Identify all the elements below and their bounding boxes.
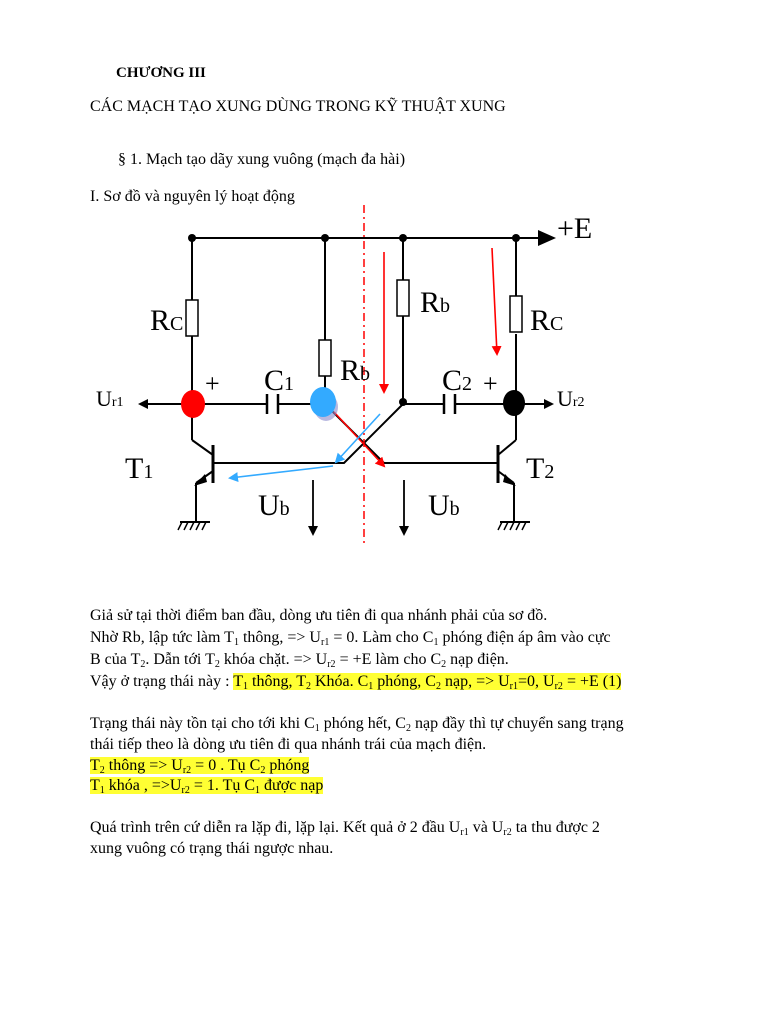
t1-label: T1: [125, 452, 154, 485]
paragraph-3-line-2: xung vuông có trạng thái ngược nhau.: [90, 840, 334, 857]
blue-current-arrows: [230, 414, 380, 478]
resistor-rb1: [319, 340, 331, 376]
state-2-highlight-a: $T_2$ thông => $U_{r2} = 0$ . Tụ $C_2$ phóng: [90, 757, 310, 776]
node-dot-base: [310, 387, 336, 417]
paragraph-2-line-3: [90, 756, 309, 776]
c1-label: C1: [264, 364, 295, 397]
ub-left-label: Ub: [258, 489, 290, 522]
t2-emitter-arrow: [503, 474, 516, 486]
chapter-heading: CHƯƠNG III: [116, 65, 206, 81]
paragraph-3-line-1: Quá trình trên cứ diễn ra lặp đi, lặp lại. Kết quả ở 2 đầu $U_{r1}$ và $U_{r2}$ ta thu được 2: [90, 819, 600, 838]
node-dot-ur2: [503, 390, 525, 416]
rb2-label: Rb: [420, 286, 451, 319]
paragraph-1-line-1: Giả sử tại thời điểm ban đầu, dòng ưu tiên đi qua nhánh phải của sơ đồ.: [90, 607, 548, 624]
paragraph-2-line-1: Trạng thái này tồn tại cho tới khi $C_1$ phóng hết, $C_2$ nạp đầy thì tự chuyển sang trạng: [90, 715, 624, 734]
capacitor-c2: [444, 394, 455, 414]
capacitor-c1: [267, 394, 278, 414]
paragraph-2-line-2: thái tiếp theo là dòng ưu tiên đi qua nhánh trái của mạch điện.: [90, 736, 487, 753]
section-heading: § 1. Mạch tạo dãy xung vuông (mạch đa hài): [118, 151, 406, 168]
ground-right: [498, 522, 530, 530]
resistor-rc1: [186, 300, 198, 336]
paragraph-1-line-3: B của $T_2$. Dẫn tới $T_2$ khóa chặt. => $U_{r2} = +E$ làm cho $C_2$ nạp điện.: [90, 651, 509, 670]
subsection-heading: I. Sơ đồ và nguyên lý hoạt động: [90, 188, 295, 205]
t1-emitter-arrow: [194, 474, 207, 486]
rc2-label: RC: [530, 304, 564, 337]
paragraph-1-line-4: Vậy ở trạng thái này : $T_1$ thông, $T_2$ Khóa. $C_1$ phóng, $C_2$ nạp, => $U_{r1}=0$, $U_{r2} = +E$ (1): [90, 673, 622, 692]
t2-label: T2: [526, 452, 555, 485]
state-2-highlight-b: $T_1$ khóa , $=>U_{r2} = 1$. Tụ $C_1$ được nạp: [90, 777, 324, 796]
ground-left: [178, 522, 210, 530]
supply-label: +E: [557, 212, 593, 245]
circuit-wires: [192, 238, 516, 463]
resistor-rb2: [397, 280, 409, 316]
ub-arrows: [313, 480, 404, 534]
paragraph-2-line-4: [90, 776, 323, 796]
rc1-label: RC: [150, 304, 184, 337]
ur2-label: Ur2: [557, 386, 585, 411]
ur1-label: Ur1: [96, 386, 124, 411]
c1-plus-sign: +: [205, 369, 220, 398]
resistor-rc2: [510, 296, 522, 332]
state-1-highlight: $T_1$ thông, $T_2$ Khóa. $C_1$ phóng, $C_2$ nạp, => $U_{r1}=0$, $U_{r2} = +E$ (1): [233, 673, 622, 692]
paragraph-1-line-2: Nhờ Rb, lập tức làm $T_1$ thông, => $U_{r1} = 0$. Làm cho $C_1$ phóng điện áp âm vào cực: [90, 629, 611, 648]
document-title: CÁC MẠCH TẠO XUNG DÙNG TRONG KỸ THUẬT XUNG: [90, 98, 506, 115]
c2-label: C2: [442, 364, 473, 397]
node-dot-ur1: [181, 390, 205, 418]
c2-plus-sign: +: [483, 369, 498, 398]
supply-arrow: [538, 230, 556, 246]
rb1-label: Rb: [340, 354, 371, 387]
ub-right-label: Ub: [428, 489, 460, 522]
